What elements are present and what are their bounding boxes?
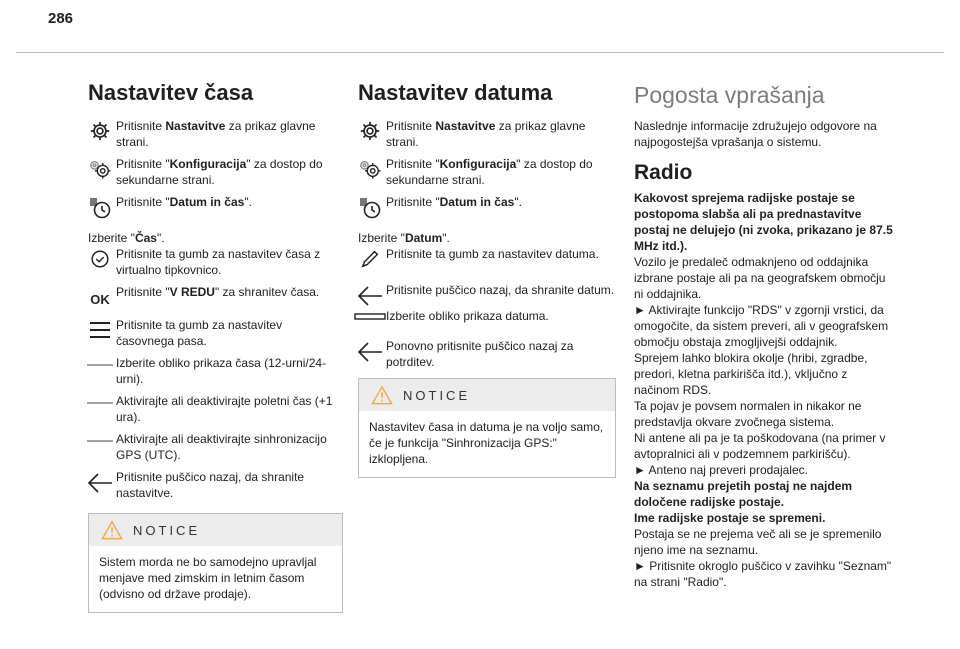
step-set-time: Pritisnite ta gumb za nastavitev časa z virtualno tipkovnico. <box>88 246 343 278</box>
double-gear-icon <box>84 156 116 180</box>
back-arrow-icon <box>354 338 386 364</box>
subsection-title-radio: Radio <box>634 161 693 184</box>
notice-text: Sistem morda ne bo samodejno upravljal menjave med zimskim in letnim časom (odvisno od države prodaje). <box>99 555 317 601</box>
step-set-date: Pritisnite ta gumb za nastavitev datuma. <box>358 246 616 270</box>
faq-intro: Naslednje informacije združujejo odgovore na najpogostejša vprašanja o sistemu. <box>634 119 877 149</box>
step-time-zone: Pritisnite ta gumb za nastavitev časovnega pasa. <box>88 317 343 349</box>
step-back-confirm: Ponovno pritisnite puščico nazaj za potrditev. <box>358 338 616 370</box>
faq-question: Ime radijske postaje se spremeni. <box>634 511 826 525</box>
step-date-time: Pritisnite "Datum in čas". <box>88 194 343 220</box>
step-summer-time: Aktivirajte ali deaktivirajte poletni čas (+1 ura). <box>88 393 343 425</box>
step-configuration: Pritisnite "Konfiguracija" za dostop do sekundarne strani. <box>88 156 343 188</box>
page-number: 286 <box>48 10 74 27</box>
notice-box-date <box>358 378 616 478</box>
top-divider <box>16 52 944 53</box>
section-time-setting <box>88 80 343 613</box>
faq-answer: Ta pojav je povsem normalen in nikakor ne predstavlja okvare zvočnega sistema. <box>634 399 862 429</box>
faq-answer: ► Anteno naj preveri prodajalec. <box>634 463 808 477</box>
faq-answer: Ni antene ali pa je ta poškodovana (na primer v avtopralnici ali v podzemnem parkirišču). <box>634 431 886 461</box>
notice-header <box>359 379 615 411</box>
back-arrow-icon <box>354 282 386 308</box>
select-date: Izberite "Datum". <box>358 231 450 245</box>
pencil-icon <box>354 246 386 270</box>
clock-icon <box>84 194 116 220</box>
section-faq <box>634 82 896 590</box>
step-ok: OK Pritisnite "V REDU" za shranitev časa. <box>88 284 343 307</box>
gear-icon <box>354 118 386 142</box>
notice-title: NOTICE <box>403 387 471 403</box>
faq-answer: Postaja se ne prejema več ali se je spremenilo njeno ime na seznamu. <box>634 527 882 557</box>
notice-title: NOTICE <box>133 522 201 538</box>
ok-button-icon: OK <box>90 292 110 307</box>
section-title-faq: Pogosta vprašanja <box>634 82 825 108</box>
step-back: Pritisnite puščico nazaj, da shranite nastavitve. <box>88 469 343 501</box>
step-gps-sync: Aktivirajte ali deaktivirajte sinhronizacijo GPS (UTC). <box>88 431 343 463</box>
notice-header <box>89 514 342 546</box>
step-back-save: Pritisnite puščico nazaj, da shranite datum. <box>358 282 616 308</box>
double-gear-icon <box>354 156 386 180</box>
section-title-time: Nastavitev časa <box>88 80 254 105</box>
faq-answer: Sprejem lahko blokira okolje (hribi, zgradbe, predori, kletna parkirišča itd.), vključno z načinom RDS. <box>634 351 868 397</box>
gear-icon <box>84 118 116 142</box>
step-configuration: Pritisnite "Konfiguracija" za dostop do sekundarne strani. <box>358 156 616 188</box>
section-date-setting <box>358 80 616 478</box>
menu-lines-icon <box>84 317 116 341</box>
clock-icon <box>354 194 386 220</box>
dash-icon <box>84 355 116 367</box>
faq-answer: Vozilo je predaleč odmaknjeno od oddajnika izbrane postaje ali pa na geografskem območju ni oddajnika. <box>634 255 886 301</box>
warning-icon <box>371 385 393 405</box>
dash-icon <box>84 393 116 405</box>
step-time-format: Izberite obliko prikaza časa (12-urni/24-urni). <box>88 355 343 387</box>
dash-icon <box>84 431 116 443</box>
rectangle-icon <box>354 308 386 321</box>
section-title-date: Nastavitev datuma <box>358 80 553 105</box>
step-date-format: Izberite obliko prikaza datuma. <box>358 308 616 324</box>
select-time: Izberite "Čas". <box>88 231 165 245</box>
notice-text: Nastavitev časa in datuma je na voljo samo, če je funkcija "Sinhronizacija GPS:" izklopljena. <box>369 420 604 466</box>
faq-question: Kakovost sprejema radijske postaje se postopoma slabša ali pa prednastavitve postaj ne delujejo (ni zvoka, prikazano je 87.5 MHz itd.). <box>634 191 893 253</box>
step-settings: Pritisnite Nastavitve za prikaz glavne strani. <box>358 118 616 150</box>
step-settings: Pritisnite Nastavitve za prikaz glavne strani. <box>88 118 343 150</box>
step-date-time: Pritisnite "Datum in čas". <box>358 194 616 220</box>
notice-box-time <box>88 513 343 613</box>
clock-outline-icon <box>84 246 116 270</box>
back-arrow-icon <box>84 469 116 495</box>
faq-answer: ► Aktivirajte funkcijo "RDS" v zgornji vrstici, da omogočite, da sistem preveri, ali v geografskem območju obstaja zmogljivejši oddajnik. <box>634 303 889 349</box>
faq-answer: ► Pritisnite okroglo puščico v zavihku "Seznam" na strani "Radio". <box>634 559 892 589</box>
faq-question: Na seznamu prejetih postaj ne najdem določene radijske postaje. <box>634 479 853 509</box>
warning-icon <box>101 520 123 540</box>
